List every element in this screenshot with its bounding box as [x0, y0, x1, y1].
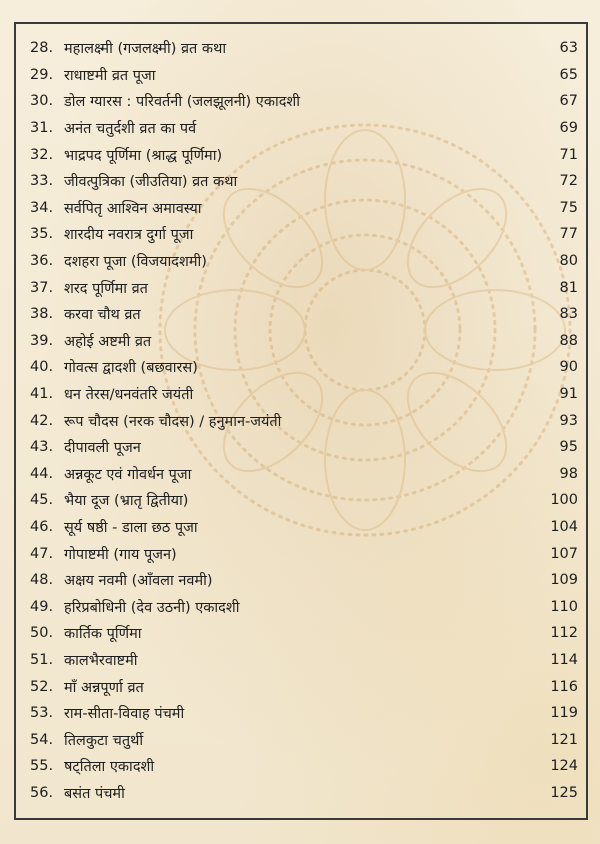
- toc-entry: [30, 673, 578, 700]
- toc-entry-page-number: 71: [559, 146, 578, 163]
- toc-entry: [30, 593, 578, 620]
- toc-entry-number: 42.: [30, 412, 54, 429]
- toc-entry-title: हरिप्रबोधिनी (देव उठनी) एकादशी: [64, 599, 240, 616]
- toc-entry-page-number: 121: [550, 731, 578, 748]
- toc-entry-page-number: 65: [559, 66, 578, 83]
- toc-entry-number: 34.: [30, 199, 54, 216]
- toc-entry-number: 48.: [30, 572, 54, 589]
- toc-entry-page-number: 83: [559, 306, 578, 323]
- toc-entry-title: सूर्य षष्ठी - डाला छठ पूजा: [64, 519, 198, 536]
- toc-entry-number: 43.: [30, 439, 54, 456]
- toc-entry-page-number: 88: [559, 332, 578, 349]
- toc-entry: [30, 434, 578, 461]
- toc-entry-title: करवा चौथ व्रत: [64, 307, 141, 324]
- toc-entry-page-number: 114: [550, 651, 578, 668]
- toc-entry-number: 33.: [30, 173, 54, 190]
- toc-entry-page-number: 125: [550, 784, 578, 801]
- toc-entry-number: 44.: [30, 465, 54, 482]
- toc-entry-title: धन तेरस/धनवंतरि जयंती: [64, 387, 194, 404]
- toc-entry-number: 28.: [30, 40, 54, 57]
- toc-entry-title: माँ अन्नपूर्णा व्रत: [64, 679, 144, 696]
- toc-entry-number: 30.: [30, 93, 54, 110]
- toc-entry-number: 32.: [30, 146, 54, 163]
- toc-entry-page-number: 100: [550, 492, 578, 509]
- toc-entry: [30, 62, 578, 89]
- toc-entry-page-number: 116: [550, 678, 578, 695]
- toc-entry-title: शरद पूर्णिमा व्रत: [64, 280, 148, 297]
- toc-entry-number: 46.: [30, 518, 54, 535]
- toc-entry-title: अक्षय नवमी (आँवला नवमी): [64, 573, 213, 590]
- toc-entry-page-number: 90: [559, 359, 578, 376]
- toc-entry-number: 52.: [30, 678, 54, 695]
- toc-entry-page-number: 112: [550, 625, 578, 642]
- toc-entry-number: 31.: [30, 120, 54, 137]
- toc-entry-title: अहोई अष्टमी व्रत: [64, 333, 152, 350]
- toc-entry-page-number: 67: [559, 93, 578, 110]
- toc-entry-title: कालभैरवाष्टमी: [64, 652, 138, 669]
- toc-entry-title: बसंत पंचमी: [64, 785, 125, 802]
- toc-entry-title: रूप चौदस (नरक चौदस) / हनुमान-जयंती: [64, 413, 282, 430]
- toc-entry-title: राधाष्टमी व्रत पूजा: [64, 67, 156, 84]
- toc-entry-title: गोपाष्टमी (गाय पूजन): [64, 546, 177, 563]
- toc-entry: [30, 753, 578, 780]
- toc-entry-number: 29.: [30, 66, 54, 83]
- toc-entry-title: दीपावली पूजन: [64, 440, 141, 457]
- toc-entry: [30, 726, 578, 753]
- toc-entry: [30, 35, 578, 62]
- toc-entry: [30, 274, 578, 301]
- toc-entry-number: 35.: [30, 226, 54, 243]
- toc-entry-page-number: 72: [559, 173, 578, 190]
- toc-entry-title: महालक्ष्मी (गजलक्ष्मी) व्रत कथा: [64, 41, 227, 58]
- toc-entry-title: सर्वपितृ आश्विन अमावस्या: [64, 200, 202, 217]
- toc-entry: [30, 514, 578, 541]
- toc-entry: [30, 407, 578, 434]
- toc-entry-number: 36.: [30, 253, 54, 270]
- toc-entry-title: डोल ग्यारस : परिवर्तनी (जलझूलनी) एकादशी: [64, 94, 301, 111]
- toc-entry-page-number: 95: [559, 439, 578, 456]
- toc-entry-page-number: 104: [550, 518, 578, 535]
- toc-entry-number: 41.: [30, 386, 54, 403]
- toc-entry-number: 37.: [30, 279, 54, 296]
- toc-entry: [30, 620, 578, 647]
- toc-entry-number: 54.: [30, 731, 54, 748]
- toc-entry-number: 50.: [30, 625, 54, 642]
- toc-entry-number: 49.: [30, 598, 54, 615]
- toc-entry-page-number: 80: [559, 253, 578, 270]
- toc-entry-title: शारदीय नवरात्र दुर्गा पूजा: [64, 227, 194, 244]
- toc-entry: [30, 461, 578, 488]
- toc-entry-title: अन्नकूट एवं गोवर्धन पूजा: [64, 466, 192, 483]
- toc-entry-title: जीवत्पुत्रिका (जीउतिया) व्रत कथा: [64, 174, 238, 191]
- toc-entry-page-number: 98: [559, 465, 578, 482]
- toc-entry-title: दशहरा पूजा (विजयादशमी): [64, 254, 207, 271]
- toc-entry-page-number: 124: [550, 758, 578, 775]
- toc-entry: [30, 248, 578, 275]
- toc-entry: [30, 540, 578, 567]
- toc-entry-number: 45.: [30, 492, 54, 509]
- toc-entry-page-number: 107: [550, 545, 578, 562]
- toc-entry: [30, 381, 578, 408]
- toc-entry-page-number: 81: [559, 279, 578, 296]
- toc-entry-title: कार्तिक पूर्णिमा: [64, 626, 142, 643]
- toc-entry: [30, 354, 578, 381]
- toc-entry-page-number: 110: [550, 598, 578, 615]
- toc-entry-number: 47.: [30, 545, 54, 562]
- toc-entry-number: 39.: [30, 332, 54, 349]
- toc-entry-page-number: 91: [559, 386, 578, 403]
- toc-entry: [30, 700, 578, 727]
- toc-entry-title: भैया दूज (भ्रातृ द्वितीया): [64, 493, 189, 510]
- toc-entry: [30, 328, 578, 355]
- toc-entry: [30, 647, 578, 674]
- toc-entry-page-number: 75: [559, 199, 578, 216]
- toc-entry: [30, 115, 578, 142]
- toc-entry-title: षट्तिला एकादशी: [64, 759, 155, 776]
- toc-entry: [30, 141, 578, 168]
- toc-entry: [30, 221, 578, 248]
- toc-entry: [30, 195, 578, 222]
- toc-entry: [30, 168, 578, 195]
- toc-entry-title: राम-सीता-विवाह पंचमी: [64, 706, 185, 723]
- toc-entry-number: 40.: [30, 359, 54, 376]
- toc-entry-title: अनंत चतुर्दशी व्रत का पर्व: [64, 121, 197, 138]
- toc-entry-page-number: 69: [559, 120, 578, 137]
- toc-entry-number: 38.: [30, 306, 54, 323]
- toc-entry-number: 51.: [30, 651, 54, 668]
- toc-entry-page-number: 93: [559, 412, 578, 429]
- toc-entry-page-number: 109: [550, 572, 578, 589]
- toc-entry-page-number: 63: [559, 40, 578, 57]
- toc-entry-page-number: 77: [559, 226, 578, 243]
- toc-entry: [30, 88, 578, 115]
- toc-entry: [30, 301, 578, 328]
- table-of-contents: [30, 35, 578, 806]
- toc-entry-title: तिलकुटा चतुर्थी: [64, 732, 144, 749]
- toc-entry: [30, 780, 578, 807]
- toc-entry-title: भाद्रपद पूर्णिमा (श्राद्ध पूर्णिमा): [64, 147, 223, 164]
- toc-entry-number: 55.: [30, 758, 54, 775]
- toc-entry: [30, 487, 578, 514]
- toc-entry: [30, 567, 578, 594]
- toc-entry-title: गोवत्स द्वादशी (बछवारस): [64, 360, 198, 377]
- toc-entry-number: 53.: [30, 705, 54, 722]
- toc-entry-number: 56.: [30, 784, 54, 801]
- toc-entry-page-number: 119: [550, 705, 578, 722]
